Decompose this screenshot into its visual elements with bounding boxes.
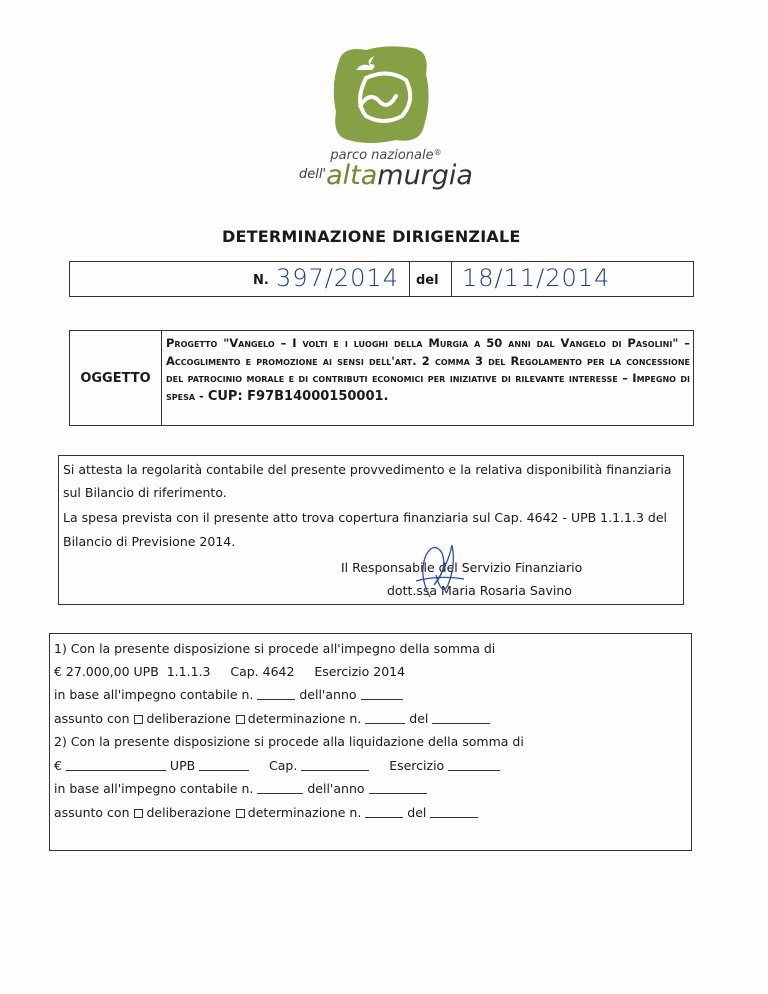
accounting-attestation-box: [58, 455, 684, 605]
commitment-assunto-line-2: assunto con deliberazione determinazione n. del: [54, 805, 478, 820]
subject-box: [69, 330, 694, 426]
brand-prefix: dell': [299, 167, 327, 182]
brand-murgia: murgia: [377, 160, 473, 191]
responsible-name: dott.ssa Maria Rosaria Savino: [387, 583, 572, 598]
commitment-base-line-2: in base all'impegno contabile n. dell'anno: [54, 781, 427, 796]
attestation-line-4: Bilancio di Previsione 2014.: [63, 534, 236, 549]
checkbox-determinazione-1[interactable]: [236, 715, 245, 724]
attestation-line-2: sul Bilancio di riferimento.: [63, 485, 227, 500]
date-label: del: [416, 273, 439, 288]
brand-wordmark: [276, 160, 496, 191]
liquidation-line-1: 2) Con la presente disposizione si procede alla liquidazione della somma di: [54, 734, 524, 749]
commitment-assunto-line-1: assunto con deliberazione determinazione n. del: [54, 711, 490, 726]
determination-number-box: [69, 261, 694, 297]
brand-line1: parco nazionale®: [330, 148, 442, 163]
attestation-line-1: Si attesta la regolarità contabile del presente provvedimento e la relativa disponibilità finanziaria: [63, 462, 672, 477]
checkbox-determinazione-2[interactable]: [236, 809, 245, 818]
commitment-line-1: 1) Con la presente disposizione si procede all'impegno della somma di: [54, 641, 496, 656]
cup-code: CUP: F97B14000150001.: [207, 388, 389, 404]
commitment-amount: € 27.000,00 UPB 1.1.1.3 Cap. 4642 Esercizio 2014: [54, 664, 406, 679]
commitment-box: [49, 633, 692, 851]
signature-icon: [408, 535, 468, 605]
subject-label: OGGETTO: [70, 331, 162, 425]
subject-text: Progetto "Vangelo – I volti e i luoghi della Murgia a 50 anni dal Vangelo di Pasolini" – Accoglimento e promozione ai sensi dell'art. 2 comma 3 del Regolamento per la concessione del patrocinio morale e di contributi economici per iniziative di rilevante interesse – Impegno di spesa - CUP: F97B14000150001.: [166, 336, 690, 404]
liquidation-amount-line: € UPB Cap. Esercizio: [54, 758, 500, 773]
brand-alta: alta: [326, 160, 378, 191]
date-value: 18/11/2014: [462, 264, 611, 292]
attestation-line-3: La spesa prevista con il presente atto trova copertura finanziaria sul Cap. 4642 - UPB 1.1.1.3 del: [63, 510, 667, 525]
document-title: DETERMINAZIONE DIRIGENZIALE: [222, 227, 521, 246]
number-label: N.: [253, 273, 269, 288]
number-value: 397/2014: [276, 264, 399, 292]
park-logo-icon: [326, 40, 436, 150]
commitment-base-line-1: in base all'impegno contabile n. dell'anno: [54, 687, 403, 702]
checkbox-deliberazione-1[interactable]: [134, 715, 143, 724]
responsible-title: Il Responsabile del Servizio Finanziario: [341, 560, 583, 575]
checkbox-deliberazione-2[interactable]: [134, 809, 143, 818]
